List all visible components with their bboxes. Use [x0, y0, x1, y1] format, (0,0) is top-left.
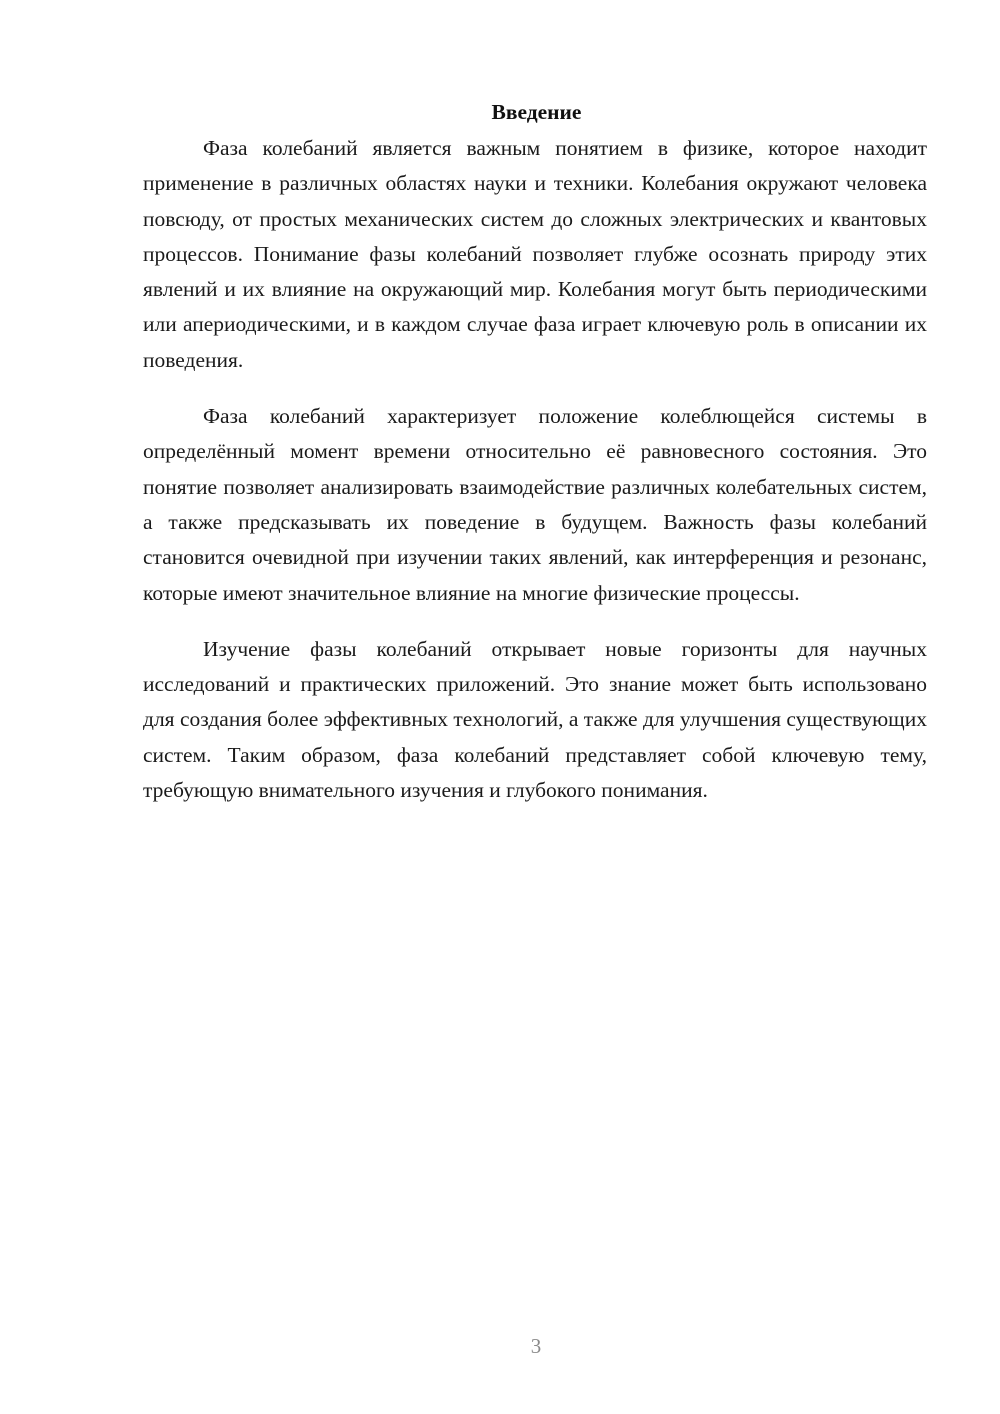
paragraph-1: Фаза колебаний является важным понятием в физике, которое находит применение в различных областях науки и техники. Колебания окружают человека повсюду, от простых механических систем до сложных электрических и квантовых процессов. Понимание фазы колебаний позволяет глубже осознать природу этих явлений и их влияние на окружающий мир. Колебания могут быть периодическими или апериодическими, и в каждом случае фаза играет ключевую роль в описании их поведения.	[143, 136, 927, 372]
paragraph-3: Изучение фазы колебаний открывает новые горизонты для научных исследований и практических приложений. Это знание может быть использовано для создания более эффективных технологий, а также для улучшения существующих систем. Таким образом, фаза колебаний представляет собой ключевую тему, требующую внимательного изучения и глубокого понимания.	[143, 636, 927, 803]
paragraph-2: Фаза колебаний характеризует положение колеблющейся системы в определённый момент времени относительно её равновесного состояния. Это понятие позволяет анализировать взаимодействие различных колебательных систем, а также предсказывать их поведение в будущем. Важность фазы колебаний становится очевидной при изучении таких явлений, как интерференция и резонанс, которые имеют значительное влияние на многие физические процессы.	[143, 404, 927, 605]
page-number: 3	[530, 1334, 542, 1358]
section-heading: Введение	[491, 100, 582, 124]
page-content	[143, 96, 927, 808]
